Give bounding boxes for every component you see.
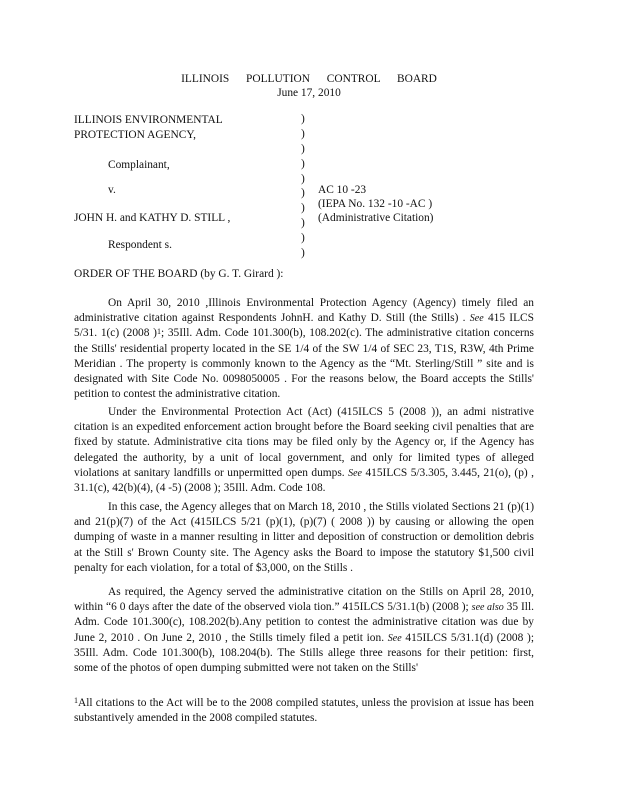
respondent-role: Respondent s. bbox=[108, 239, 172, 251]
paragraph-2: Under the Environmental Protection Act (Act) (415ILCS 5 (2008 )), an admi nistrative citation is an expedited enforcement action brought before the Board seeking civil penalties that are fixed by statute. Administrative cita tions may be filed only by the Agency or, if the Agency has delegated the authority, by a unit of local government, and only for limited types of alleged violations at sanitary landfills or unpermitted open dumps. See 415ILCS 5/3.305, 3.445, 21(o), (p) , 31.1(c), 42(b)(4), (4 -5) (2008 ); 35Ill. Adm. Code 108. bbox=[74, 406, 534, 495]
footnote: $^1$All citations to the Act will be to the 2008 compiled statutes, unless the provision at issue has been substantively amended in the 2008 compiled statutes. bbox=[74, 696, 534, 724]
complainant-role: Complainant, bbox=[108, 159, 170, 171]
iepa-number: (IEPA No. 132 -10 -AC ) bbox=[318, 198, 433, 210]
order-heading: ORDER OF THE BOARD (by G. T. Girard ): bbox=[74, 268, 284, 280]
complainant-name-line1: ILLINOIS ENVIRONMENTAL bbox=[74, 114, 223, 126]
versus-label: v. bbox=[108, 184, 116, 196]
respondent-name: JOHN H. and KATHY D. STILL , bbox=[74, 212, 231, 224]
case-number: AC 10 -23 bbox=[318, 184, 367, 196]
complainant-name-line2: PROTECTION AGENCY, bbox=[74, 129, 196, 141]
order-date: June 17, 2010 bbox=[277, 87, 341, 99]
document-header bbox=[0, 72, 618, 100]
board-title: ILLINOIS POLLUTION CONTROL BOARD bbox=[181, 73, 437, 85]
footnote-marker: 1 bbox=[74, 696, 78, 705]
footnote-ref: 1 bbox=[156, 327, 161, 337]
paragraph-4: As required, the Agency served the administrative citation on the Stills on April 28, 2010, within “6 0 days after the date of the observed viola tion.” 415ILCS 5/31.1(b) (2008 ); see also 35 Ill. Adm. Code 101.300(c), 108.202(b).Any petition to contest the administrative citation was due by June 2, 2010 . On June 2, 2010 , the Stills timely filed a petit ion. See 415ILCS 5/31.1(d) (2008 ); 35Ill. Adm. Code 101.300(b), 108.204(b). The Stills allege three reasons for their petition: first, some of the photos of open dumping submitted were not taken on the Stills' bbox=[74, 586, 534, 675]
paragraph-1: On April 30, 2010 ,Illinois Environmental Protection Agency (Agency) timely filed an administrative citation against Respondents JohnH. and Kathy D. Still (the Stills) . See 415 ILCS 5/31. 1(c) (2008 )$^1$; 35Ill. Adm. Code 101.300(b), 108.202(c). The administrative citation concerns the Stills' residential property located in the SE 1/4 of the SW 1/4 of SEC 23, T1S, R3W, 4th Prime Meridian . The property is commonly known to the Agency as the “Mt. Sterling/Still ” site and is designated with Site Code No. 0098050005 . For the reasons below, the Board accepts the Stills' petition to contest the administrative citation. bbox=[74, 297, 534, 401]
paragraph-3: In this case, the Agency alleges that on March 18, 2010 , the Stills violated Sections 21 (p)(1) and 21(p)(7) of the Act (415ILCS 5/21 (p)(1), (p)(7) ( 2008 )) by causing or allowing the open dumping of waste in a manner resulting in litter and deposition of construction or demolition debris at the Still s' Brown County site. The Agency asks the Board to impose the statutory $1,500 civil penalty for each violation, for a total of $3,000, on the Stills . bbox=[74, 501, 534, 574]
caption-parentheses: ) ) ) ) ) ) ) ) ) ) bbox=[301, 113, 305, 260]
case-type: (Administrative Citation) bbox=[318, 212, 434, 224]
